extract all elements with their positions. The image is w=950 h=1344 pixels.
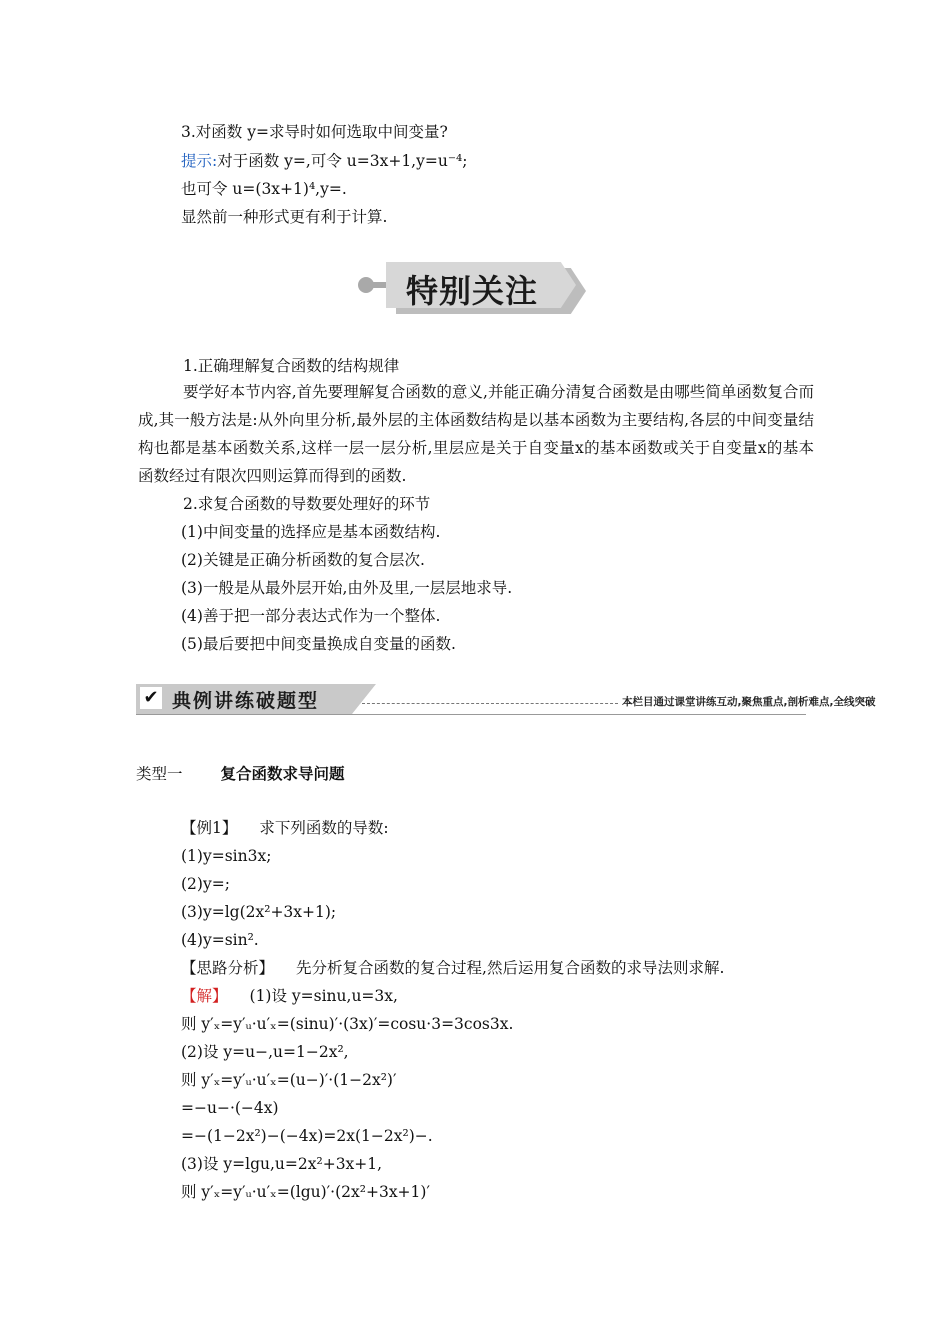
solution-line: 则 y′ₓ=y′ᵤ·u′ₓ=(u−)′·(1−2x²)′ [181,1071,397,1089]
header-dashed-divider [362,703,618,704]
example-part: (1)y=sin3x; [181,847,272,865]
q3-conclusion: 显然前一种形式更有利于计算. [181,208,388,226]
example-1-text: 求下列函数的导数: [259,819,389,837]
solution-line: =−u−·(−4x) [181,1099,279,1117]
type-label: 类型一 [136,765,183,783]
note-item: (3)一般是从最外层开始,由外及里,一层层地求导. [181,579,513,597]
note-2-title: 2.求复合函数的导数要处理好的环节 [183,495,431,513]
example-part: (3)y=lg(2x²+3x+1); [181,903,337,921]
note-item: (5)最后要把中间变量换成自变量的函数. [181,635,456,653]
special-attention-banner [356,262,592,314]
hint-label: 提示: [181,152,218,170]
checkmark-icon: ✔ [140,687,162,709]
example-part: (4)y=sin². [181,931,259,949]
solution-line: 则 y′ₓ=y′ᵤ·u′ₓ=(sinu)′·(3x)′=cosu·3=3cos3x. [181,1015,514,1033]
note-1-title: 1.正确理解复合函数的结构规律 [183,357,400,375]
note-1-body: 要学好本节内容,首先要理解复合函数的意义,并能正确分清复合函数是由哪些简单函数复合而成,其一般方法是:从外向里分析,最外层的主体函数结构是以基本函数为主要结构,各层的中间变量结构也都是基本函数关系,这样一层一层分析,里层应是关于自变量x的基本函数或关于自变量x的基本函数经过有限次四则运算而得到的函数. [138,383,814,485]
example-1-question [181,818,389,838]
note-item: (4)善于把一部分表达式作为一个整体. [181,607,441,625]
q3-question: 3.对函数 y=求导时如何选取中间变量? [181,123,448,141]
special-attention-title: 特别关注 [406,272,539,310]
note-item: (1)中间变量的选择应是基本函数结构. [181,523,441,541]
example-1-label: 【例1】 [181,819,238,837]
solution-line: (3)设 y=lgu,u=2x²+3x+1, [181,1155,383,1173]
type-heading [136,764,345,784]
q3-hint [181,151,467,171]
q3-alt: 也可令 u=(3x+1)⁴,y=. [181,180,347,198]
hint-text: 对于函数 y=,可令 u=3x+1,y=u⁻⁴; [217,152,468,170]
solution-line: 则 y′ₓ=y′ᵤ·u′ₓ=(lgu)′·(2x²+3x+1)′ [181,1183,430,1201]
example-section-header [136,684,876,716]
header-underline [136,714,806,715]
example-header-title: 典例讲练破题型 [172,690,320,712]
example-header-note: 本栏目通过课堂讲练互动,聚焦重点,剖析难点,全线突破 [622,696,876,708]
analysis-label: 【思路分析】 [181,959,275,977]
type-title: 复合函数求导问题 [220,765,345,783]
solution-line: (1)设 y=sinu,u=3x, [249,987,398,1005]
note-item: (2)关键是正确分析函数的复合层次. [181,551,425,569]
analysis [181,958,724,978]
solution-line: (2)设 y=u−,u=1−2x², [181,1043,349,1061]
analysis-text: 先分析复合函数的复合过程,然后运用复合函数的求导法则求解. [296,959,725,977]
example-part: (2)y=; [181,875,230,893]
solution-first-line [181,986,398,1006]
banner-dot-icon [358,277,374,293]
solution-line: =−(1−2x²)−(−4x)=2x(1−2x²)−. [181,1127,433,1145]
solution-label: 【解】 [181,987,228,1005]
